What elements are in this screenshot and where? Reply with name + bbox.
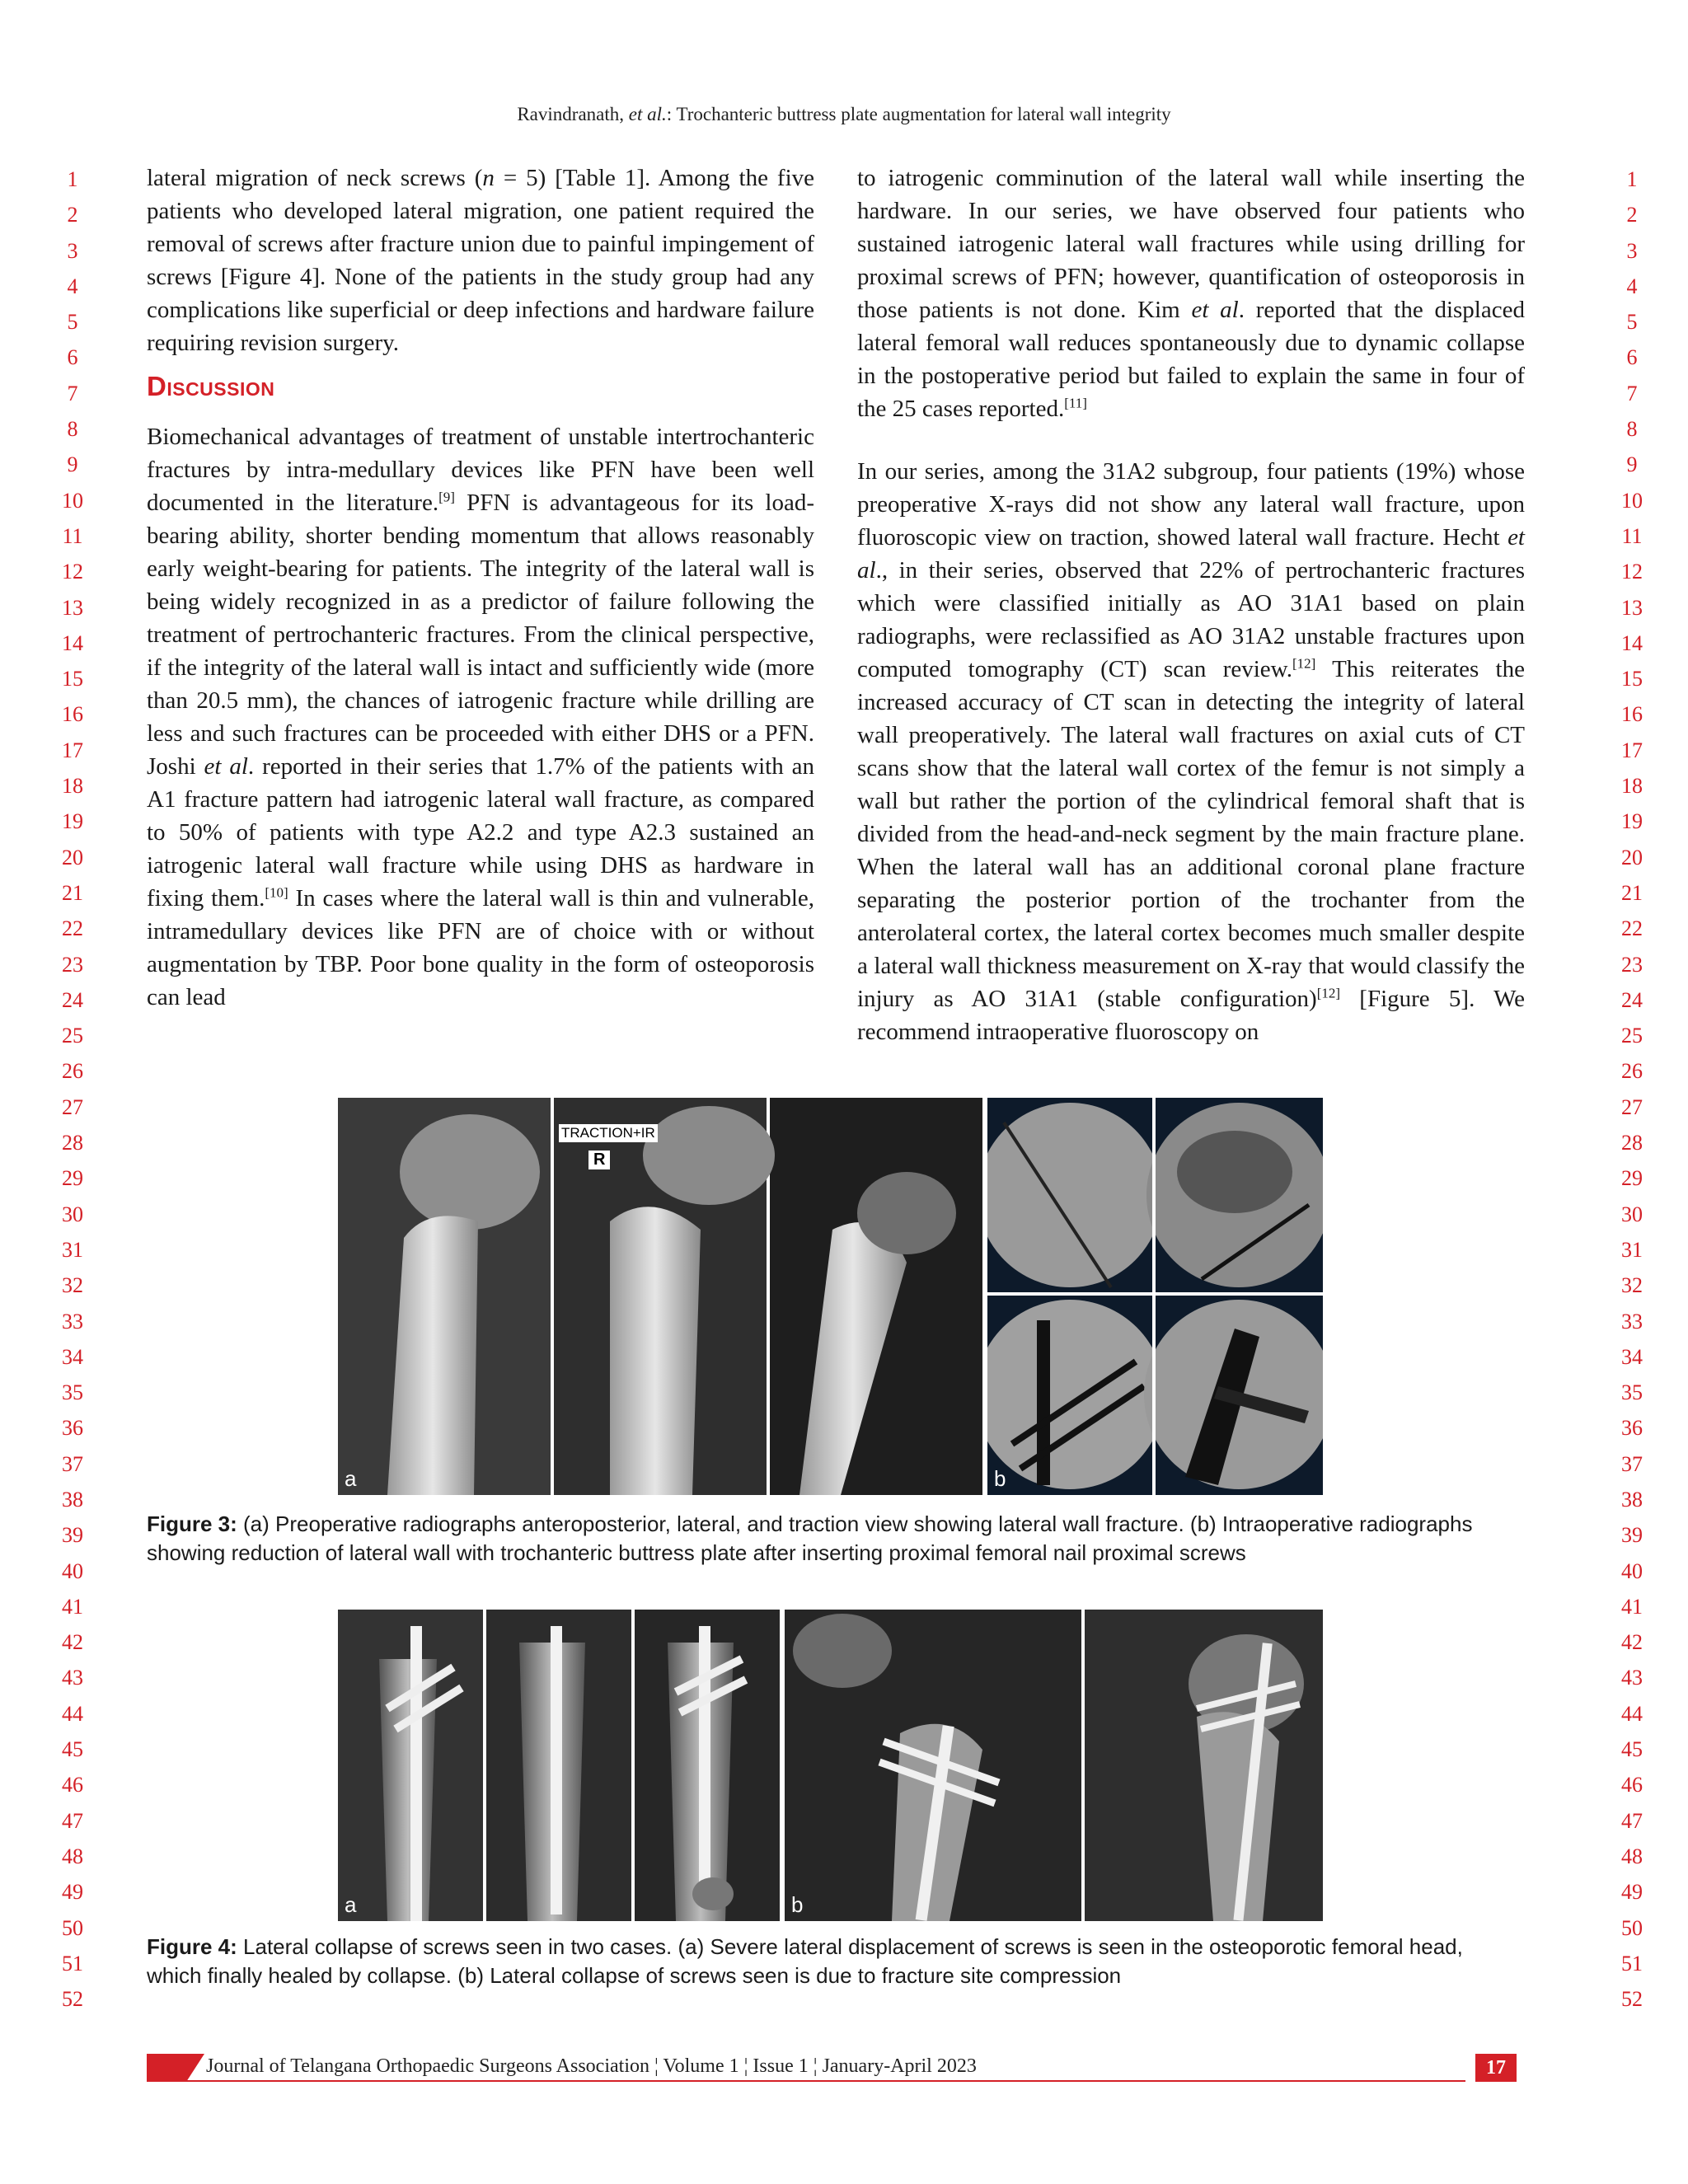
line-number: 12	[1621, 560, 1643, 584]
line-number: 20	[1621, 845, 1643, 869]
discussion-paragraph-continued	[857, 162, 1525, 425]
line-number: 22	[1621, 916, 1643, 941]
line-number: 51	[1621, 1951, 1643, 1975]
line-number: 5	[1626, 310, 1638, 335]
text-run: [Figure 5]. We recommend intraoperative fluoroscopy on	[857, 986, 1525, 1045]
line-number: 43	[1621, 1666, 1643, 1690]
line-number: 23	[62, 952, 83, 977]
line-number: 30	[1621, 1202, 1643, 1226]
text-run: . reported in their series that 1.7% of the patients with an A1 fracture pattern had iatrogenic lateral wall fracture, as compared to 50% of patients with type A2.2 and type A2.3 sustained an iatrogenic lateral wall fracture while using DHS as hardware in fixing them.	[147, 753, 814, 912]
line-number: 40	[1621, 1558, 1643, 1583]
line-number: 47	[62, 1808, 83, 1833]
text-run: = 5) [Table 1]. Among the five patients who developed lateral migration, one patient required the removal of screws after fracture union due to painful impingement of screws [Figure 4]. None of the patients in the study group had any complications like superficial or deep infections and hardware failure requiring revision surgery.	[147, 165, 814, 356]
line-number: 42	[1621, 1630, 1643, 1655]
line-number: 19	[62, 809, 83, 834]
line-number: 5	[67, 310, 78, 335]
line-number: 31	[1621, 1237, 1643, 1262]
line-number: 20	[62, 845, 83, 869]
running-head	[0, 104, 1688, 125]
text-run: PFN is advantageous for its load-bearing ability, shorter bending momentum that allows reasonably early weight-bearing for patients. The integrity of the lateral wall is being widely recognized in as a predictor of failure following the treatment of pertrochanteric fractures. From the clinical perspective, if the integrity of the lateral wall is intact and sufficiently wide (more than 20.5 mm), the chances of iatrogenic fracture while drilling are less and such fractures can be proceeded with either DHS or a PFN. Joshi	[147, 490, 815, 780]
text-run: This reiterates the increased accuracy of CT scan in detecting the integrity of lateral wall preoperatively. The lateral wall fractures on axial cuts of CT scans show that the lateral wall cortex of the femur is not simply a wall but rather the portion of the cylindrical femoral shaft that is divided from the head-and-neck segment by the main fracture plane. When the lateral wall has an additional coronal plane fracture separating the posterior portion of the trochanter from the anterolateral cortex, the lateral cortex becomes much smaller despite a lateral wall thickness measurement on X-ray that would classify the injury as AO 31A1 (stable configuration)	[857, 656, 1525, 1012]
line-number: 38	[1621, 1487, 1643, 1511]
line-number: 2	[1626, 203, 1638, 227]
text-run: et al	[857, 524, 1525, 583]
discussion-paragraph	[147, 420, 814, 1014]
line-number: 17	[62, 738, 83, 762]
line-number: 6	[67, 345, 78, 370]
line-number: 41	[62, 1594, 83, 1619]
line-number: 39	[1621, 1523, 1643, 1548]
line-number: 25	[62, 1024, 83, 1048]
line-number: 37	[1621, 1451, 1643, 1476]
line-number: 37	[62, 1451, 83, 1476]
fluoroscopy-image	[987, 1098, 1323, 1495]
citation: [12]	[1292, 655, 1316, 672]
radiograph-image	[338, 1610, 780, 1921]
line-number: 26	[62, 1059, 83, 1084]
line-number: 44	[1621, 1701, 1643, 1726]
line-number: 46	[1621, 1773, 1643, 1797]
line-number: 27	[1621, 1094, 1643, 1119]
line-number: 50	[62, 1915, 83, 1940]
line-number: 6	[1626, 345, 1638, 370]
line-number: 32	[62, 1273, 83, 1298]
line-number: 39	[62, 1523, 83, 1548]
line-number: 9	[67, 452, 78, 477]
line-number: 14	[62, 630, 83, 655]
footer-date: January-April 2023	[822, 2055, 977, 2077]
line-number: 19	[1621, 809, 1643, 834]
line-number: 13	[1621, 595, 1643, 620]
line-number: 35	[62, 1380, 83, 1405]
line-number: 42	[62, 1630, 83, 1655]
line-number: 49	[1621, 1880, 1643, 1905]
line-number: 32	[1621, 1273, 1643, 1298]
line-number: 43	[62, 1666, 83, 1690]
line-number: 15	[1621, 667, 1643, 691]
panel-label-b: b	[791, 1892, 804, 1917]
section-heading-discussion: Discussion	[147, 371, 275, 401]
line-number: 10	[62, 488, 83, 513]
line-number: 24	[1621, 987, 1643, 1012]
line-number: 3	[67, 238, 78, 263]
line-number: 23	[1621, 952, 1643, 977]
line-number: 27	[62, 1094, 83, 1119]
line-number: 8	[67, 417, 78, 442]
figure-3-caption-label: Figure 3:	[147, 1511, 237, 1536]
line-number: 17	[1621, 738, 1643, 762]
radiograph-image	[338, 1098, 982, 1495]
line-number: 48	[62, 1844, 83, 1868]
line-number: 40	[62, 1558, 83, 1583]
line-number: 48	[1621, 1844, 1643, 1868]
footer-separator: ¦	[654, 2055, 659, 2077]
figure-4-panel-b	[785, 1610, 1323, 1921]
line-number: 16	[1621, 702, 1643, 727]
citation: [12]	[1316, 985, 1341, 1001]
line-number: 24	[62, 987, 83, 1012]
running-head-author: Ravindranath,	[517, 104, 629, 124]
text-run: In our series, among the 31A2 subgroup, four patients (19%) whose preoperative X-rays did not show any lateral wall fracture, upon fluoroscopic view on traction, showed lateral wall fracture. Hecht	[857, 458, 1525, 551]
line-number: 45	[1621, 1737, 1643, 1762]
line-number: 49	[62, 1880, 83, 1905]
page-number: 17	[1475, 2054, 1517, 2082]
footer-journal-info	[206, 2055, 977, 2078]
right-column	[857, 162, 1525, 1048]
figure-3-caption-text: (a) Preoperative radiographs anteroposterior, lateral, and traction view showing lateral wall fracture. (b) Intraoperative radiographs showing reduction of lateral wall with trochanteric buttress plate after inserting proximal femoral nail proximal screws	[147, 1511, 1473, 1565]
line-number: 7	[67, 381, 78, 405]
line-number: 11	[1621, 523, 1643, 548]
line-number: 26	[1621, 1059, 1643, 1084]
line-number: 52	[62, 1987, 83, 2012]
figure-4-caption-label: Figure 4:	[147, 1934, 237, 1959]
line-number: 31	[62, 1237, 83, 1262]
line-number: 33	[62, 1309, 83, 1333]
line-numbers-right	[1607, 162, 1657, 2017]
text-run: et al	[204, 753, 248, 780]
traction-tag: TRACTION+IR	[559, 1124, 658, 1142]
line-number: 18	[62, 774, 83, 799]
line-number: 36	[62, 1416, 83, 1441]
line-number: 14	[1621, 630, 1643, 655]
discussion-paragraph-2	[857, 455, 1525, 1048]
line-number: 34	[1621, 1344, 1643, 1369]
line-number: 1	[1626, 167, 1638, 191]
text-run: lateral migration of neck screws (	[147, 165, 483, 191]
line-number: 11	[62, 523, 83, 548]
radiograph-image	[785, 1610, 1323, 1921]
figure-3-panel-b	[987, 1098, 1323, 1495]
line-number: 1	[67, 167, 78, 191]
side-marker: R	[588, 1151, 610, 1169]
line-number: 9	[1626, 452, 1638, 477]
running-head-title: : Trochanteric buttress plate augmentation for lateral wall integrity	[666, 104, 1171, 124]
line-number: 36	[1621, 1416, 1643, 1441]
citation: [10]	[265, 884, 288, 901]
figure-3-panel-a	[338, 1098, 982, 1495]
line-number: 28	[1621, 1131, 1643, 1155]
line-number: 50	[1621, 1915, 1643, 1940]
line-number: 2	[67, 203, 78, 227]
line-numbers-left	[48, 162, 97, 2017]
footer-separator: ¦	[813, 2055, 818, 2077]
line-number: 4	[67, 274, 78, 298]
line-number: 34	[62, 1344, 83, 1369]
text-run: . reported that the displaced lateral femoral wall reduces spontaneously due to dynamic collapse in the postoperative period but failed to explain the same in four of the 25 cases reported.	[857, 297, 1525, 422]
footer-issue: Issue 1	[753, 2055, 809, 2077]
footer-separator: ¦	[743, 2055, 748, 2077]
line-number: 3	[1626, 238, 1638, 263]
figure-3-caption	[147, 1510, 1515, 1568]
left-column	[147, 162, 814, 1014]
line-number: 15	[62, 667, 83, 691]
line-number: 21	[62, 880, 83, 905]
line-number: 18	[1621, 774, 1643, 799]
line-number: 7	[1626, 381, 1638, 405]
line-number: 8	[1626, 417, 1638, 442]
line-number: 51	[62, 1951, 83, 1975]
figure-4-caption-text: Lateral collapse of screws seen in two cases. (a) Severe lateral displacement of screws is seen in the osteoporotic femoral head, which finally healed by collapse. (b) Lateral collapse of screws seen is due to fracture site compression	[147, 1934, 1463, 1988]
text-run: n	[482, 165, 495, 191]
panel-label-b: b	[994, 1466, 1006, 1491]
text-run: et al	[1191, 297, 1239, 323]
line-number: 30	[62, 1202, 83, 1226]
text-run: Biomechanical advantages of treatment of unstable intertrochanteric fractures by intra-medullary devices like PFN have been well documented in the literature.	[147, 424, 814, 516]
line-number: 44	[62, 1701, 83, 1726]
text-run: to iatrogenic comminution of the lateral wall while inserting the hardware. In our series, we have observed four patients who sustained iatrogenic lateral wall fractures while using drilling for proximal screws of PFN; however, quantification of osteoporosis in those patients is not done. Kim	[857, 165, 1525, 323]
line-number: 52	[1621, 1987, 1643, 2012]
line-number: 16	[62, 702, 83, 727]
panel-label-a: a	[345, 1892, 357, 1917]
figure-4-panel-a	[338, 1610, 780, 1921]
figure-3	[338, 1098, 1323, 1495]
line-number: 28	[62, 1131, 83, 1155]
line-number: 12	[62, 560, 83, 584]
line-number: 46	[62, 1773, 83, 1797]
citation: [11]	[1064, 395, 1087, 411]
panel-label-a: a	[345, 1466, 357, 1491]
line-number: 41	[1621, 1594, 1643, 1619]
figure-4	[338, 1610, 1323, 1921]
line-number: 45	[62, 1737, 83, 1762]
text-run: In cases where the lateral wall is thin and vulnerable, intramedullary devices like PFN are of choice with or without augmentation by TBP. Poor bone quality in the form of osteoporosis can lead	[147, 885, 815, 1010]
line-number: 4	[1626, 274, 1638, 298]
line-number: 33	[1621, 1309, 1643, 1333]
running-head-etal: et al.	[628, 104, 667, 124]
results-paragraph	[147, 162, 814, 359]
line-number: 47	[1621, 1808, 1643, 1833]
line-number: 13	[62, 595, 83, 620]
line-number: 38	[62, 1487, 83, 1511]
line-number: 29	[1621, 1166, 1643, 1191]
line-number: 29	[62, 1166, 83, 1191]
line-number: 21	[1621, 880, 1643, 905]
figure-4-caption	[147, 1933, 1515, 1990]
line-number: 22	[62, 916, 83, 941]
line-number: 10	[1621, 488, 1643, 513]
footer-volume: Volume 1	[663, 2055, 739, 2077]
footer-journal-name: Journal of Telangana Orthopaedic Surgeons Association	[206, 2055, 649, 2077]
line-number: 35	[1621, 1380, 1643, 1405]
text-run: ., in their series, observed that 22% of pertrochanteric fractures which were classified initially as AO 31A1 based on plain radiographs, were reclassified as AO 31A2 unstable fractures upon computed tomography (CT) scan review.	[857, 557, 1525, 682]
citation: [9]	[438, 489, 455, 505]
line-number: 25	[1621, 1024, 1643, 1048]
